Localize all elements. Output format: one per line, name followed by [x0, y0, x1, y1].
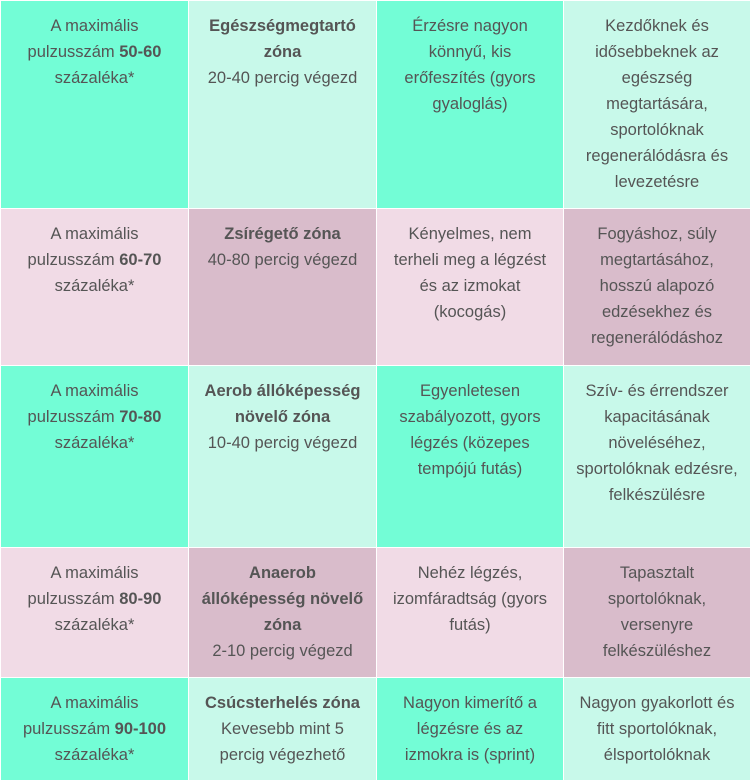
- pulse-range-cell: [1, 1, 189, 209]
- pulse-range: 70-80: [119, 408, 161, 426]
- zone-name: Zsírégető zóna: [199, 221, 366, 247]
- pulse-range-cell: [1, 678, 189, 781]
- pulse-range: 90-100: [115, 720, 166, 738]
- pulse-range: 80-90: [119, 590, 161, 608]
- pulse-prefix: A maximális pulzusszám: [23, 694, 139, 738]
- table-row: [1, 548, 750, 678]
- zone-duration: 20-40 percig végezd: [199, 65, 366, 91]
- pulse-range: 60-70: [119, 251, 161, 269]
- target-group-cell: Tapasztalt sportolóknak, versenyre felkészüléshez: [564, 548, 750, 678]
- zone-duration: 40-80 percig végezd: [199, 247, 366, 273]
- table-row: [1, 1, 750, 209]
- pulse-suffix: százaléka*: [55, 616, 135, 634]
- zone-name: Anaerob állóképesség növelő zóna: [199, 560, 366, 638]
- zone-cell: [189, 1, 377, 209]
- target-group-cell: Nagyon gyakorlott és fitt sportolóknak, élsportolóknak: [564, 678, 750, 781]
- pulse-range-cell: [1, 366, 189, 548]
- table-row: [1, 366, 750, 548]
- pulse-prefix: A maximális pulzusszám: [28, 382, 139, 426]
- pulse-range-cell: [1, 548, 189, 678]
- target-group-cell: Kezdőknek és idősebbeknek az egészség megtartására, sportolóknak regenerálódásra és levezetésre: [564, 1, 750, 209]
- feeling-cell: Kényelmes, nem terheli meg a légzést és az izmokat (kocogás): [377, 209, 564, 366]
- zone-duration: 10-40 percig végezd: [199, 430, 366, 456]
- zone-duration: Kevesebb mint 5 percig végezhető: [199, 716, 366, 768]
- target-group-cell: Fogyáshoz, súly megtartásához, hosszú alapozó edzésekhez és regenerálódáshoz: [564, 209, 750, 366]
- zone-name: Aerob állóképesség növelő zóna: [199, 378, 366, 430]
- pulse-range-cell: [1, 209, 189, 366]
- feeling-cell: Egyenletesen szabályozott, gyors légzés (közepes tempójú futás): [377, 366, 564, 548]
- zone-name: Csúcsterhelés zóna: [199, 690, 366, 716]
- feeling-cell: Érzésre nagyon könnyű, kis erőfeszítés (gyors gyaloglás): [377, 1, 564, 209]
- feeling-cell: Nagyon kimerítő a légzésre és az izmokra is (sprint): [377, 678, 564, 781]
- feeling-cell: Nehéz légzés, izomfáradtság (gyors futás): [377, 548, 564, 678]
- zone-cell: [189, 548, 377, 678]
- zone-duration: 2-10 percig végezd: [199, 638, 366, 664]
- pulse-suffix: százaléka*: [55, 746, 135, 764]
- target-group-cell: Szív- és érrendszer kapacitásának növeléséhez, sportolóknak edzésre, felkészülésre: [564, 366, 750, 548]
- pulse-prefix: A maximális pulzusszám: [28, 225, 139, 269]
- zone-cell: [189, 678, 377, 781]
- pulse-prefix: A maximális pulzusszám: [28, 564, 139, 608]
- pulse-suffix: százaléka*: [55, 277, 135, 295]
- pulse-range: 50-60: [119, 43, 161, 61]
- pulse-suffix: százaléka*: [55, 434, 135, 452]
- table-row: [1, 678, 750, 781]
- zone-cell: [189, 209, 377, 366]
- zone-cell: [189, 366, 377, 548]
- pulse-prefix: A maximális pulzusszám: [28, 17, 139, 61]
- table-row: [1, 209, 750, 366]
- zone-name: Egészségmegtartó zóna: [199, 13, 366, 65]
- pulse-suffix: százaléka*: [55, 69, 135, 87]
